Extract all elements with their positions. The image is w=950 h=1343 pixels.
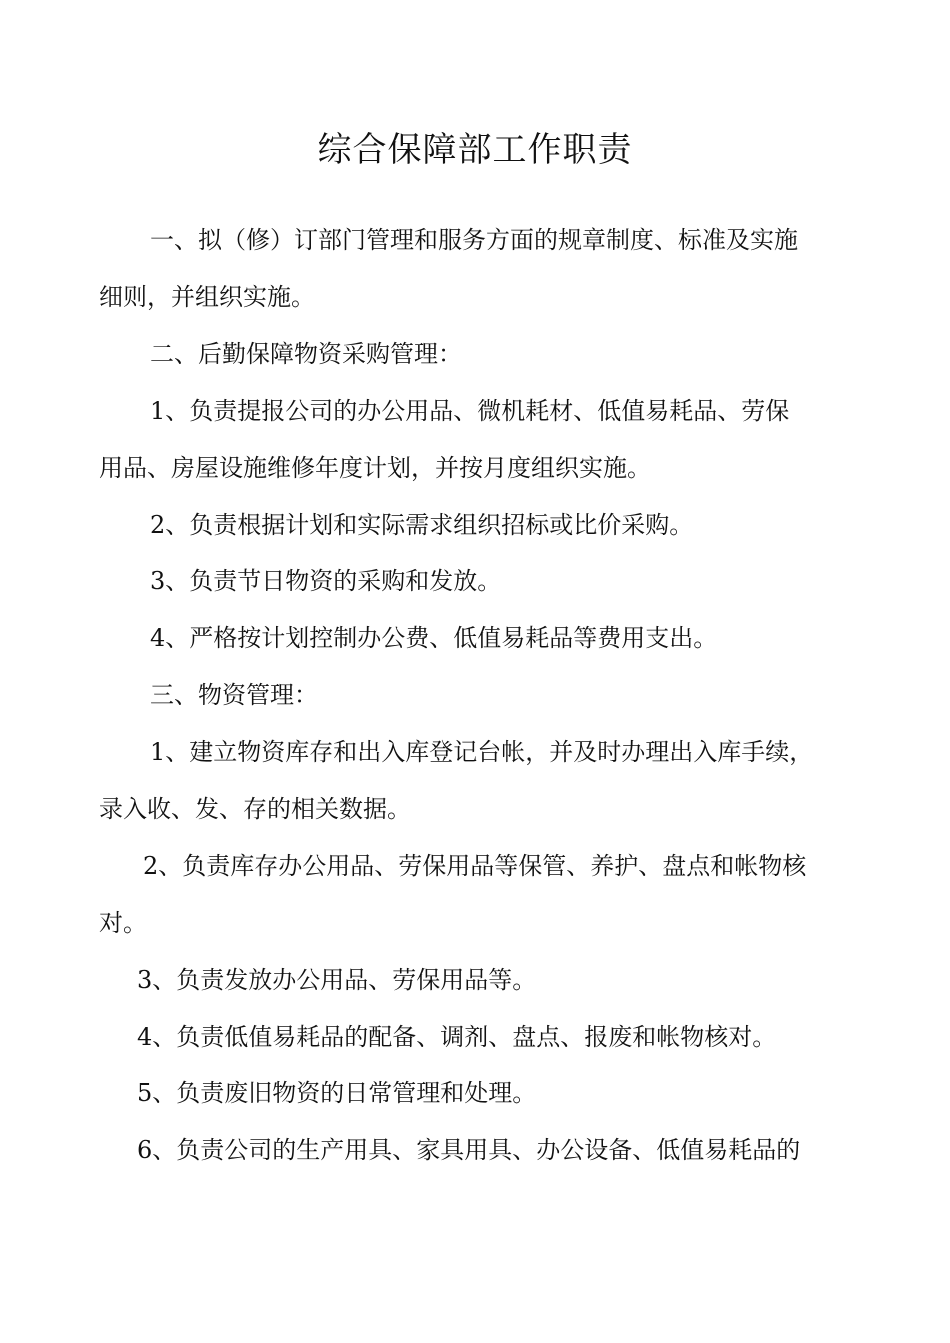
paragraph-line: 三、物资管理： [150, 681, 318, 709]
paragraph-line: 4、严格按计划控制办公费、低值易耗品等费用支出。 [150, 624, 718, 652]
paragraph-line: 二、后勤保障物资采购管理： [150, 340, 462, 368]
paragraph-line: 一、拟（修）订部门管理和服务方面的规章制度、标准及实施 [150, 226, 798, 254]
paragraph-line: 4、负责低值易耗品的配备、调剂、盘点、报废和帐物核对。 [137, 1023, 777, 1051]
paragraph-line: 1、建立物资库存和出入库登记台帐，并及时办理出入库手续， [150, 738, 814, 766]
paragraph-line: 5、负责废旧物资的日常管理和处理。 [137, 1079, 537, 1107]
paragraph-line: 1、负责提报公司的办公用品、微机耗材、低值易耗品、劳保 [150, 397, 790, 425]
paragraph-line: 6、负责公司的生产用具、家具用具、办公设备、低值易耗品的 [137, 1136, 801, 1164]
paragraph-line: 细则，并组织实施。 [99, 283, 315, 311]
document-title: 综合保障部工作职责 [317, 130, 633, 170]
paragraph-line: 3、负责节日物资的采购和发放。 [150, 567, 502, 595]
paragraph-line: 对。 [99, 909, 147, 937]
paragraph-line: 2、负责根据计划和实际需求组织招标或比价采购。 [150, 511, 694, 539]
paragraph-line: 3、负责发放办公用品、劳保用品等。 [137, 966, 537, 994]
paragraph-line: 2、负责库存办公用品、劳保用品等保管、养护、盘点和帐物核 [143, 852, 807, 880]
paragraph-line: 用品、房屋设施维修年度计划，并按月度组织实施。 [99, 454, 651, 482]
paragraph-line: 录入收、发、存的相关数据。 [99, 795, 411, 823]
